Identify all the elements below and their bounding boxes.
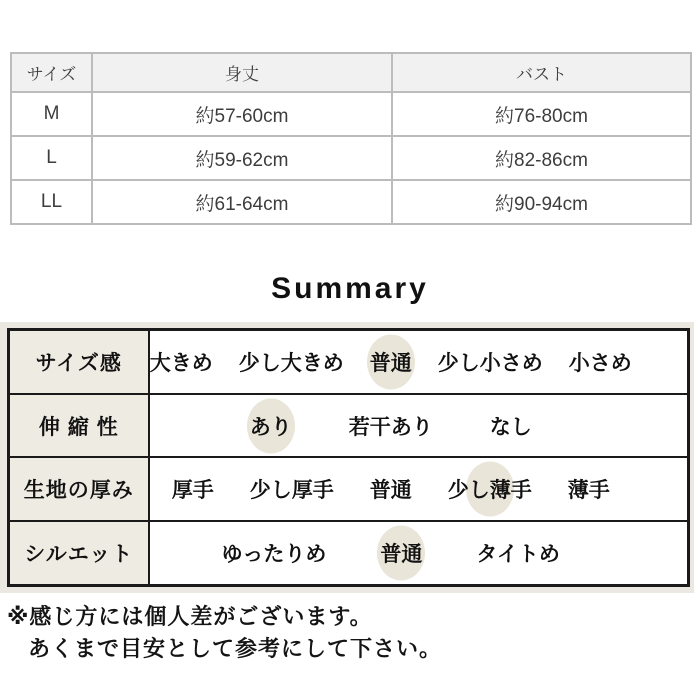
length-ll: 約61-64cm (92, 180, 392, 224)
summary-row-fabric-thickness (9, 457, 689, 521)
summary-options-fabric-thickness (150, 474, 688, 504)
summary-row-silhouette (9, 521, 689, 586)
summary-option-selected: 普通 (380, 538, 422, 568)
size-spec-table (10, 52, 692, 225)
disclaimer-line-2: あくまで目安として参考にして下さい。 (28, 636, 443, 661)
summary-row-stretch (9, 394, 689, 458)
summary-label-silhouette: シルエット (9, 521, 149, 586)
bust-l: 約82-86cm (392, 136, 691, 180)
summary-label-stretch: 伸 縮 性 (9, 394, 149, 458)
size-m: M (11, 92, 92, 136)
summary-table (7, 328, 690, 587)
summary-option: なし (489, 415, 532, 439)
table-row-m (11, 92, 691, 136)
summary-option: 薄手 (567, 479, 610, 503)
summary-options-silhouette (150, 538, 688, 568)
summary-title: Summary (271, 272, 429, 305)
header-body-length: 身丈 (92, 53, 392, 92)
summary-option: 少し大きめ (238, 351, 344, 375)
summary-option: 厚手 (171, 479, 214, 503)
size-l: L (11, 136, 92, 180)
summary-option: タイトめ (476, 542, 560, 566)
summary-options-size-feel (150, 347, 688, 377)
size-table-header-row (11, 53, 691, 92)
header-size: サイズ (11, 53, 92, 92)
summary-option-selected: あり (250, 411, 292, 441)
summary-options-stretch (150, 411, 688, 441)
size-ll: LL (11, 180, 92, 224)
summary-section (0, 322, 694, 593)
summary-option: 少し小さめ (437, 351, 543, 375)
summary-option-selected: 普通 (370, 347, 412, 377)
bust-m: 約76-80cm (392, 92, 691, 136)
bust-ll: 約90-94cm (392, 180, 691, 224)
summary-option: 大きめ (149, 351, 213, 375)
summary-label-fabric-thickness: 生地の厚み (9, 457, 149, 521)
summary-label-size-feel: サイズ感 (9, 330, 149, 394)
length-m: 約57-60cm (92, 92, 392, 136)
summary-option: 少し厚手 (249, 479, 334, 503)
header-bust: バスト (392, 53, 691, 92)
summary-option: 普通 (369, 479, 412, 503)
summary-option-selected: 少し薄手 (448, 474, 532, 504)
disclaimer-notes (7, 601, 442, 665)
summary-option: 若干あり (348, 415, 433, 439)
length-l: 約59-62cm (92, 136, 392, 180)
table-row-l (11, 136, 691, 180)
summary-row-size-feel (9, 330, 689, 394)
summary-option: 小さめ (568, 351, 632, 375)
summary-option: ゆったりめ (221, 542, 327, 566)
table-row-ll (11, 180, 691, 224)
disclaimer-line-1: ※感じ方には個人差がございます。 (7, 604, 373, 629)
